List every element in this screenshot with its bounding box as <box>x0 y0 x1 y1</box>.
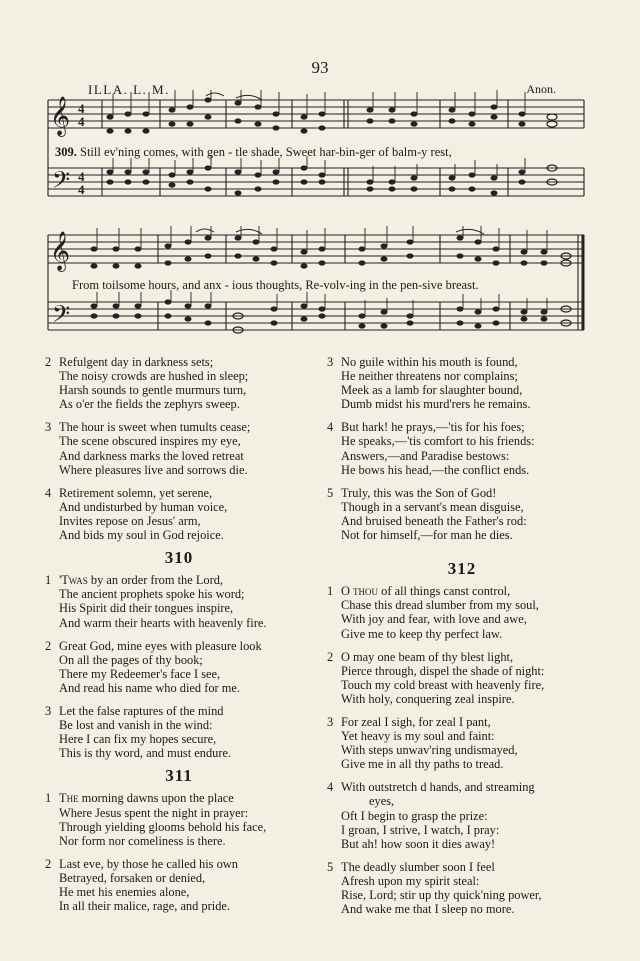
verse-line: morning dawns upon the place <box>78 791 234 806</box>
verse-line: Chase this dread slumber from my soul, <box>341 598 539 613</box>
slurs <box>206 93 262 100</box>
verse-line: eyes, <box>369 794 395 809</box>
verse <box>327 715 597 771</box>
right-column <box>327 355 597 925</box>
verse <box>45 486 313 542</box>
svg-text:4: 4 <box>78 169 85 184</box>
verse <box>45 704 313 760</box>
verse-line: Answers,—and Paradise bestows: <box>341 448 510 463</box>
treble-staff-lines <box>48 235 584 263</box>
hymn-number-311: 311 <box>165 766 193 786</box>
bass-clef-icon: 𝄢 <box>52 168 71 199</box>
lyrics-line-2: From toilsome hours, and anx - ious thoughts, Re-volv-ing in the pen-sive breast. <box>72 278 479 292</box>
verse-number: 3 <box>45 420 52 435</box>
verse-line: Afresh upon my spirit steal: <box>341 873 480 888</box>
left-column <box>45 355 313 922</box>
verse <box>45 857 313 913</box>
verse-line: Yet heavy is my soul and faint: <box>341 729 495 744</box>
verse-number: 4 <box>45 485 52 500</box>
verse-line: The hour is sweet when tumults cease; <box>59 420 251 435</box>
verse-line: by an order from the Lord, <box>87 573 224 588</box>
verse-capital: The <box>59 791 79 806</box>
verse-line: Meek as a lamb for slaughter bound, <box>341 383 523 398</box>
verse-line: On all the pages of thy book; <box>59 652 203 667</box>
verse-line: Touch my cold breast with heavenly fire, <box>341 677 545 692</box>
verse-line: He speaks,—'tis comfort to his friends: <box>341 434 535 449</box>
verse-number: 1 <box>327 584 334 599</box>
verse-line: Great God, mine eyes with pleasure look <box>59 638 262 653</box>
verse-line: But hark! he prays,—'tis for his foes; <box>341 420 525 435</box>
verse <box>327 584 597 640</box>
verse <box>327 355 597 411</box>
verse-number: 5 <box>327 485 334 500</box>
verse-line: With joy and fear, with love and awe, <box>341 612 527 627</box>
verse-line: Refulgent day in darkness sets; <box>59 355 214 369</box>
verse-line: Be lost and vanish in the wind: <box>59 718 213 733</box>
verse-line: He met his enemies alone, <box>59 885 190 899</box>
verse-line: Invites repose on Jesus' arm, <box>59 513 201 528</box>
verse-line: Rise, Lord; stir up thy quick'ning power, <box>341 888 542 902</box>
treble-clef-icon: 𝄞 <box>50 233 71 270</box>
composer: Anon. <box>526 82 556 96</box>
verse-line: Through yielding glooms behold his face, <box>59 819 267 834</box>
verse-number: 2 <box>45 856 52 871</box>
verse-number: 4 <box>327 420 334 435</box>
verse-line: Oft I begin to grasp the prize: <box>341 808 488 823</box>
lyrics-line-1 <box>55 145 595 160</box>
verse <box>327 420 597 476</box>
verse-number: 5 <box>327 859 334 874</box>
verse-line: And read his name who died for me. <box>59 680 240 695</box>
verse-line: Not for himself,—for man he dies. <box>341 528 513 543</box>
verse-line: But ah! how soon it dies away! <box>341 836 496 851</box>
verse-line: And wake me that I sleep no more. <box>341 902 515 917</box>
bass-clef-icon: 𝄢 <box>52 302 71 333</box>
verse-line: The deadly slumber soon I feel <box>341 859 495 874</box>
verse <box>327 860 597 916</box>
verse-line: With outstretch d hands, and streaming <box>341 780 535 795</box>
verse-line: Here I can fix my hopes secure, <box>59 732 217 747</box>
verse-line: Where Jesus spent the night in prayer: <box>59 805 249 820</box>
verse-line: Harsh sounds to gentle murmurs turn, <box>59 383 247 398</box>
verse-line: And warm their hearts with heavenly fire. <box>59 615 267 630</box>
verse-number: 2 <box>45 355 52 369</box>
verse <box>45 791 313 847</box>
verse-line: Last eve, by those he called his own <box>59 856 238 871</box>
verse-number: 3 <box>327 714 334 729</box>
verse-line: Give me in all thy paths to tread. <box>341 757 504 772</box>
verse-line: This is thy word, and must endure. <box>59 746 232 761</box>
verse-line: Truly, this was the Son of God! <box>341 485 497 500</box>
verse-line: Betrayed, forsaken or denied, <box>59 870 206 885</box>
treble-clef-icon: 𝄞 <box>50 98 71 135</box>
verse-line: Retirement solemn, yet serene, <box>59 485 213 500</box>
verse-line: Pierce through, dispel the shade of night: <box>341 663 545 678</box>
verse-line: The scene obscured inspires my eye, <box>59 434 241 449</box>
verse-line: And undisturbed by human voice, <box>59 499 228 514</box>
verse-line: Give me to keep thy perfect law. <box>341 626 503 641</box>
verse-line: And darkness marks the loved retreat <box>59 448 244 463</box>
verse-line: For zeal I sigh, for zeal I pant, <box>341 714 491 729</box>
svg-text:4: 4 <box>78 114 85 129</box>
verse <box>45 420 313 476</box>
verse-line: There my Redeemer's face I see, <box>59 666 221 681</box>
verse-line: Let the false raptures of the mind <box>59 703 224 718</box>
verse-line: I groan, I strive, I watch, I pray: <box>341 822 500 837</box>
verse-line: And bruised beneath the Father's rod: <box>341 513 527 528</box>
verse <box>327 650 597 706</box>
verse-number: 2 <box>45 638 52 653</box>
verse-line: He bows his head,—the conflict ends. <box>341 462 530 477</box>
svg-text:4: 4 <box>78 101 85 116</box>
verse <box>327 486 597 542</box>
verse-line: With holy, conquering zeal inspire. <box>341 691 515 706</box>
verse-line: No guile within his mouth is found, <box>341 355 518 369</box>
verse-number: 1 <box>45 791 52 806</box>
verse-line: The noisy crowds are hushed in sleep; <box>59 369 249 384</box>
slurs <box>196 229 484 234</box>
svg-text:4: 4 <box>78 182 85 197</box>
verse-number: 4 <box>327 780 334 795</box>
verse-line: O may one beam of thy blest light, <box>341 649 514 664</box>
page-number: 93 <box>311 58 329 77</box>
verse-line: of all things canst control, <box>378 584 511 599</box>
verse-line: He neither threatens nor complains; <box>341 369 518 384</box>
verse-capital: 'Twas <box>59 573 88 588</box>
verse-number: 1 <box>45 573 52 588</box>
bass-notes <box>107 165 558 196</box>
verse-number: 3 <box>45 703 52 718</box>
tune-title: ILLA. L. M. <box>88 82 170 97</box>
verse-line: The ancient prophets spoke his word; <box>59 587 245 602</box>
hymn-number-312: 312 <box>447 559 477 579</box>
verse-line: Though in a servant's mean disguise, <box>341 499 524 514</box>
bass-staff-lines <box>48 302 584 330</box>
note-stems <box>97 226 547 316</box>
verse-line: His Spirit did their tongues inspire, <box>59 601 234 616</box>
verse-number: 2 <box>327 649 334 664</box>
verse <box>45 355 313 411</box>
verse-line: Dumb midst his murd'rers he remains. <box>341 397 531 412</box>
hymn-number-310: 310 <box>164 548 194 568</box>
verse-line: With steps unwav'ring undismayed, <box>341 743 518 758</box>
verse-number: 3 <box>327 355 334 369</box>
lyrics-line-1-text: Still ev'ning comes, with gen - tle shade, Sweet har-bin-ger of balm-y rest, <box>80 145 452 159</box>
verse-capital: O thou <box>341 584 379 599</box>
verse <box>45 639 313 695</box>
verse-line: As o'er the fields the zephyrs sweep. <box>59 397 240 412</box>
verse-line: And bids my soul in God rejoice. <box>59 528 224 543</box>
verse-line: Nor form nor comeliness is there. <box>59 833 226 848</box>
hymn-number-309: 309. <box>55 145 77 159</box>
verse-line: In all their malice, rage, and pride. <box>59 899 230 914</box>
verse <box>327 780 597 850</box>
verse <box>45 573 313 629</box>
verse-line: Where pleasures live and sorrows die. <box>59 462 248 477</box>
